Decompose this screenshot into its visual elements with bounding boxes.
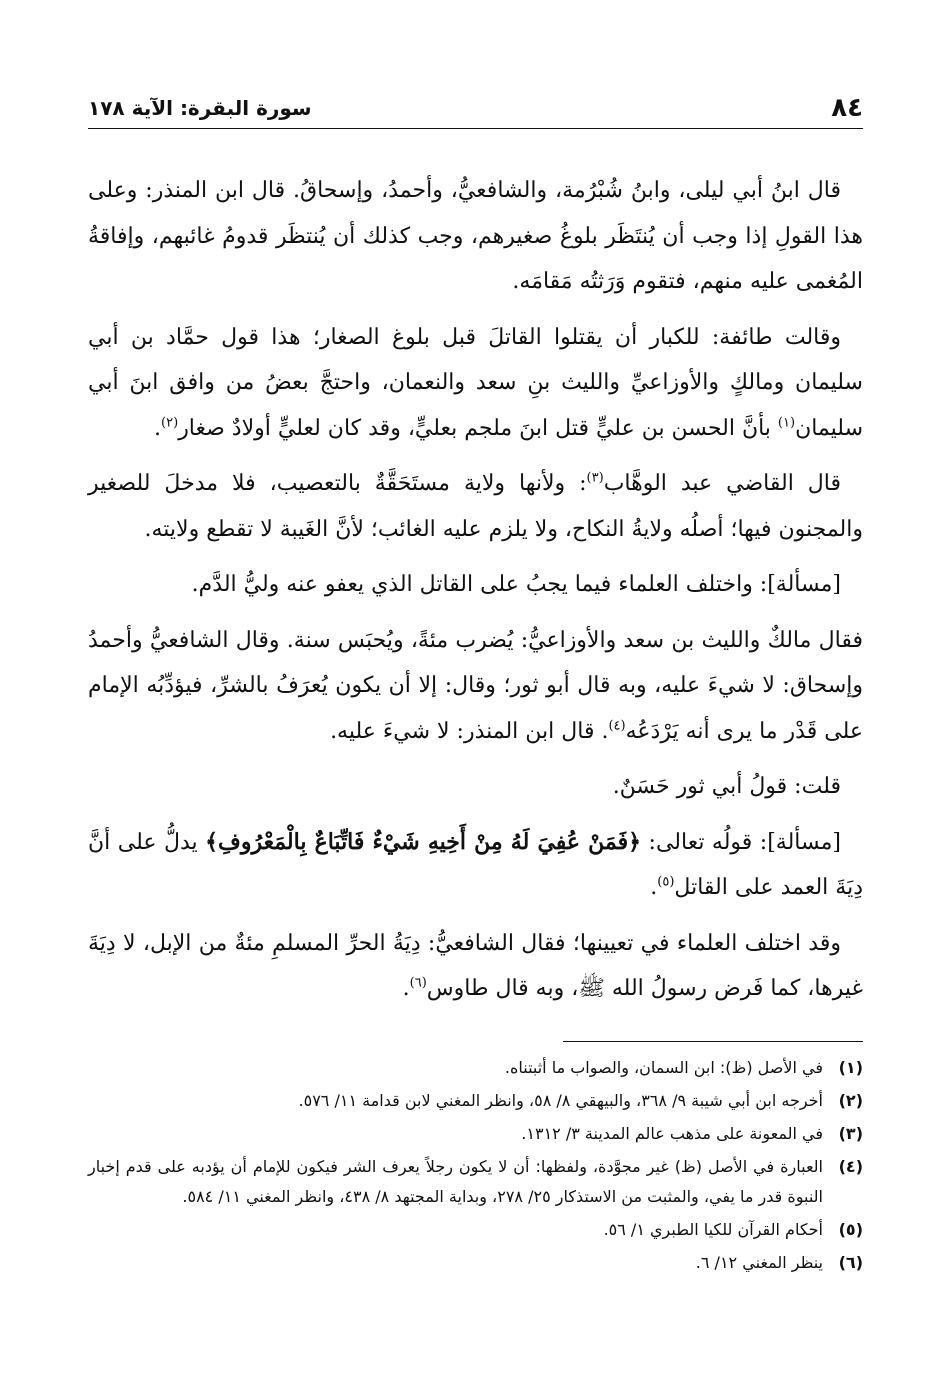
paragraph-8-end: .: [402, 976, 410, 1001]
footnote-ref-2[interactable]: (٢): [161, 415, 179, 431]
paragraph-7-part-a: [مسألة]: قولُه تعالى:: [641, 829, 841, 855]
footnote-text: العبارة في الأصل (ظ) غير مجوَّدة، ولفظها: أن لا يكون رجلاً يعرف الشر فيكون للإمام أن يؤدبه على قدم إخبار النبوة قدر ما يفي، والمثبت من الاستذكار ٢٥/ ٢٧٨، وبداية المجتهد ٨/ ٤٣٨، وانظر المغني ١١/ ٥٨٤.: [88, 1157, 823, 1206]
paragraph-5-part-b: . قال ابن المنذر: لا شيءَ عليه.: [330, 718, 609, 744]
running-title: سورة البقرة: الآية ١٧٨: [88, 96, 312, 120]
paragraph-3: [88, 461, 863, 552]
paragraph-3-part-a: قال القاضي عبد الوهَّاب: [603, 471, 841, 496]
footnote-ref-3[interactable]: (٣): [586, 470, 604, 486]
footnote-item: [88, 1215, 863, 1245]
footnote-ref-4[interactable]: (٤): [608, 718, 626, 734]
footnote-number: (٥): [838, 1220, 863, 1239]
footnote-item: [88, 1053, 863, 1083]
footnote-item: [88, 1086, 863, 1116]
footnote-ref-1[interactable]: (١): [777, 415, 796, 431]
paragraph-7-part-b: يدلُّ على أنَّ دِيَةَ العمد على القاتل: [88, 829, 863, 900]
footnote-divider: [563, 1041, 863, 1042]
paragraph-2-part-b: بأنَّ الحسن بن عليٍّ قتل ابنَ ملجم بعليٍّ، وقد كان لعليٍّ أولادٌ صغار: [178, 415, 778, 441]
paragraph-7-end: .: [650, 875, 658, 900]
paragraph-6: قلت: قولُ أبي ثور حَسَنٌ.: [612, 774, 841, 799]
footnote-number: (٣): [838, 1124, 863, 1143]
paragraph-7: [88, 820, 863, 911]
paragraph-1: قال ابنُ أبي ليلى، وابنُ شُبْرُمة، والشافعيُّ، وأحمدُ، وإسحاقُ. قال ابن المنذر: وعلى هذا القولِ إذا وجب أن يُنتَظَر بلوغُ صغيرهم، وجب كذلك أن يُنتظَر قدومُ غائبهم، وإفاقةُ المُغمى عليه منهم، فتقوم وَرَثتُه مَقامَه.: [88, 178, 863, 294]
footnote-item: [88, 1152, 863, 1212]
paragraph-8: [88, 921, 863, 1012]
footnote-text: أحكام القرآن للكيا الطبري ١/ ٥٦.: [603, 1220, 823, 1239]
footnote-number: (١): [838, 1058, 863, 1077]
paragraph-2-part-a: وقالت طائفة: للكبار أن يقتلوا القاتلَ قبل بلوغ الصغار؛ هذا قول حمَّاد بن أبي سليمان ومالكٍ والأوزاعيِّ والليث بنِ سعد والنعمان، واحتجَّ بعضُ من وافق ابنَ أبي سليمان: [88, 324, 863, 441]
paragraph-5: [88, 618, 863, 755]
footnote-number: (٦): [838, 1253, 863, 1272]
paragraph-2-end: .: [154, 415, 162, 441]
quran-verse: ﴿فَمَنْ عُفِيَ لَهُ مِنْ أَخِيهِ شَيْءٌ فَاتِّبَاعٌ بِالْمَعْرُوفِ﴾: [205, 828, 642, 855]
footnote-text: في المعونة على مذهب عالم المدينة ٣/ ١٣١٢.: [521, 1124, 823, 1143]
footnote-number: (٢): [838, 1091, 863, 1110]
page-number: ٨٤: [831, 93, 863, 123]
paragraph-4: [مسألة]: واختلف العلماء فيما يجبُ على القاتل الذي يعفو عنه وليُّ الدَّم.: [191, 572, 841, 597]
footnote-item: [88, 1119, 863, 1149]
footnote-number: (٤): [838, 1157, 863, 1176]
paragraph-8-part-a: وقد اختلف العلماء في تعيينها؛ فقال الشافعيُّ: دِيَةُ الحرِّ المسلمِ مئةٌ من الإبل، لا دِيَةَ غيرها، كما فَرض رسولُ الله ﷺ، وبه قال طاوس: [88, 930, 863, 1001]
footnote-ref-6[interactable]: (٦): [409, 975, 427, 991]
paragraph-5-part-a: فقال مالكٌ والليث بن سعد والأوزاعيُّ: يُضرب مئةً، ويُحبَس سنة. وقال الشافعيُّ وأحمدُ وإسحاق: لا شيءَ عليه، وبه قال أبو ثور؛ وقال: إلا أن يكون يُعرَفُ بالشرِّ، فيؤدِّبُه الإمام على قَدْر ما يرى أنه يَرْدَعُه: [88, 627, 863, 744]
footnote-text: في الأصل (ظ): ابن السمان، والصواب ما أثبتناه.: [504, 1058, 823, 1077]
footnote-ref-5[interactable]: (٥): [657, 874, 675, 890]
footnote-text: ينظر المغني ١٢/ ٦.: [695, 1253, 823, 1272]
page-header: [88, 88, 863, 129]
footnote-item: [88, 1248, 863, 1278]
footnote-text: أخرجه ابن أبي شيبة ٩/ ٣٦٨، والبيهقي ٨/ ٥٨، وانظر المغني لابن قدامة ١١/ ٥٧٦.: [298, 1091, 823, 1110]
main-text: [88, 168, 863, 1022]
footnotes-section: [88, 1053, 863, 1281]
paragraph-3-part-b: : ولأنها ولاية مستَحَقَّةٌ بالتعصيب، فلا مدخلَ للصغير والمجنون فيها؛ أصلُه ولايةُ النكاح، ولا يلزم عليه الغائب؛ لأنَّ الغَيبة لا تقطع ولايته.: [88, 471, 863, 542]
paragraph-2: [88, 315, 863, 452]
